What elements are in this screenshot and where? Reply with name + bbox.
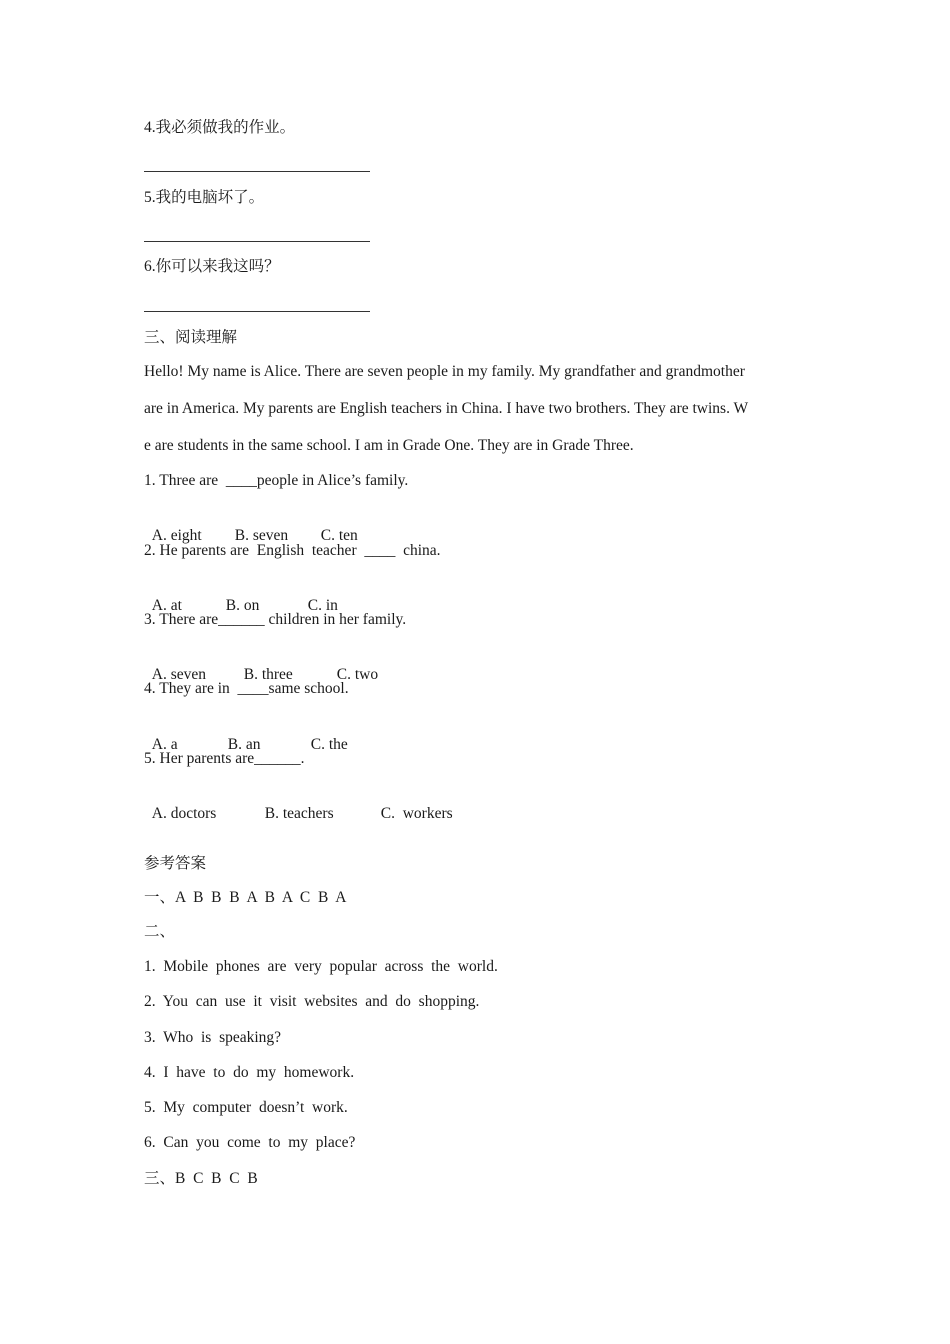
option-a: A. doctors: [151, 805, 217, 822]
answer-line-2: 2. You can use it visit websites and do shopping.: [144, 993, 480, 1010]
answer-line-1: 1. Mobile phones are very popular across the world.: [144, 958, 498, 975]
option-b: B. teachers: [264, 805, 334, 822]
answer-line-5: 5. My computer doesn’t work.: [144, 1099, 348, 1116]
option-a: A. eight: [151, 527, 202, 544]
option-b: B. on: [225, 597, 260, 614]
section-heading-reading: 三、阅读理解: [144, 329, 238, 346]
translation-prompt-5: 5.我的电脑坏了。: [144, 189, 265, 206]
answers-heading: 参考答案: [144, 855, 207, 872]
option-b: B. an: [227, 736, 261, 753]
option-a: A. at: [151, 597, 182, 614]
option-c: C. ten: [320, 527, 358, 544]
question-4: 4. They are in ____same school.: [144, 680, 349, 697]
answers-part-2-label: 二、: [144, 923, 176, 940]
answer-blank-6: [144, 311, 370, 312]
option-a: A. a: [151, 736, 178, 753]
option-b: B. three: [243, 666, 293, 683]
question-1: 1. Three are ____people in Alice’s family.: [144, 472, 409, 489]
option-c: C. workers: [380, 805, 453, 822]
question-2: 2. He parents are English teacher ____ china.: [144, 542, 441, 559]
question-1-options: [144, 506, 358, 546]
answer-line-6: 6. Can you come to my place?: [144, 1134, 356, 1151]
answer-line-3: 3. Who is speaking?: [144, 1029, 282, 1046]
translation-prompt-4: 4.我必须做我的作业。: [144, 119, 296, 136]
question-3: 3. There are______ children in her family.: [144, 611, 407, 628]
answer-line-4: 4. I have to do my homework.: [144, 1064, 355, 1081]
option-c: C. two: [336, 666, 379, 683]
translation-prompt-6: 6.你可以来我这吗？: [144, 258, 280, 275]
answer-blank-4: [144, 171, 370, 172]
answer-blank-5: [144, 241, 370, 242]
option-c: C. the: [310, 736, 348, 753]
answers-part-1: 一、A B B B A B A C B A: [144, 889, 347, 906]
question-5: 5. Her parents are______.: [144, 750, 305, 767]
option-b: B. seven: [234, 527, 289, 544]
option-c: C. in: [307, 597, 338, 614]
option-a: A. seven: [151, 666, 206, 683]
passage-line-1: Hello! My name is Alice. There are seven people in my family. My grandfather and grandmother: [144, 363, 745, 380]
question-5-options: [144, 784, 453, 824]
answers-part-3: 三、B C B C B: [144, 1170, 258, 1187]
passage-line-2: are in America. My parents are English teachers in China. I have two brothers. They are twins. W: [144, 400, 749, 417]
passage-line-3: e are students in the same school. I am in Grade One. They are in Grade Three.: [144, 437, 634, 454]
